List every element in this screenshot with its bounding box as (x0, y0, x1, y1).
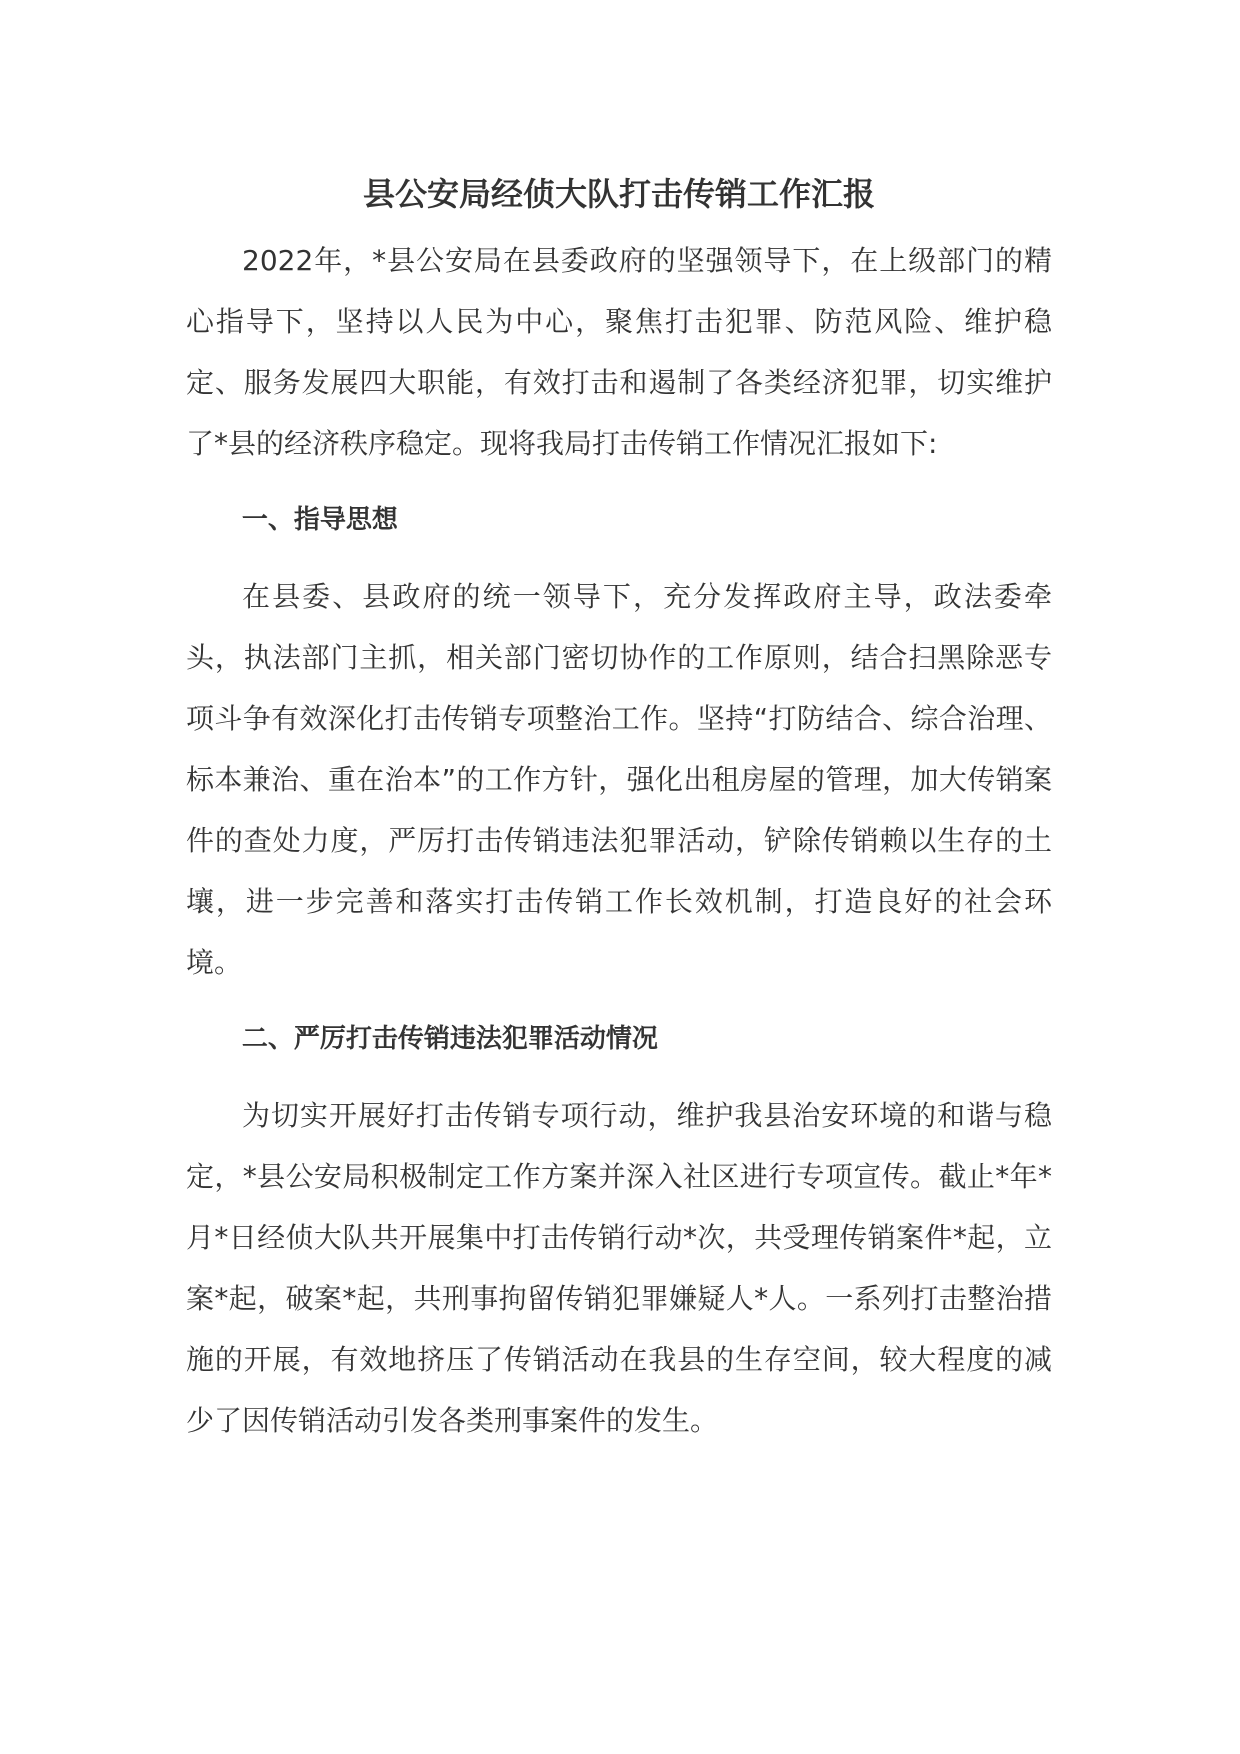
intro-paragraph: 2022年，*县公安局在县委政府的坚强领导下，在上级部门的精心指导下，坚持以人民为中心，聚焦打击犯罪、防范风险、维护稳定、服务发展四大职能，有效打击和遏制了各类经济犯罪，切实维护了*县的经济秩序稳定。现将我局打击传销工作情况汇报如下: (186, 244, 1052, 460)
document-body (186, 164, 1052, 1451)
section-heading-crackdown-status: 二、严厉打击传销违法犯罪活动情况 (241, 1024, 658, 1054)
section-heading-guiding-ideology: 一、指导思想 (241, 505, 398, 535)
section-paragraph-guiding-ideology: 在县委、县政府的统一领导下，充分发挥政府主导，政法委牵头，执法部门主抓，相关部门密切协作的工作原则，结合扫黑除恶专项斗争有效深化打击传销专项整治工作。坚持“打防结合、综合治理、标本兼治、重在治本”的工作方针，强化出租房屋的管理，加大传销案件的查处力度，严厉打击传销违法犯罪活动，铲除传销赖以生存的土壤，进一步完善和落实打击传销工作长效机制，打造良好的社会环境。 (186, 580, 1052, 979)
document-title: 县公安局经侦大队打击传销工作汇报 (362, 175, 875, 213)
section-paragraph-crackdown-status: 为切实开展好打击传销专项行动，维护我县治安环境的和谐与稳定，*县公安局积极制定工作方案并深入社区进行专项宣传。截止*年*月*日经侦大队共开展集中打击传销行动*次，共受理传销案件*起，立案*起，破案*起，共刑事拘留传销犯罪嫌疑人*人。一系列打击整治措施的开展，有效地挤压了传销活动在我县的生存空间，较大程度的减少了因传销活动引发各类刑事案件的发生。 (186, 1099, 1052, 1437)
